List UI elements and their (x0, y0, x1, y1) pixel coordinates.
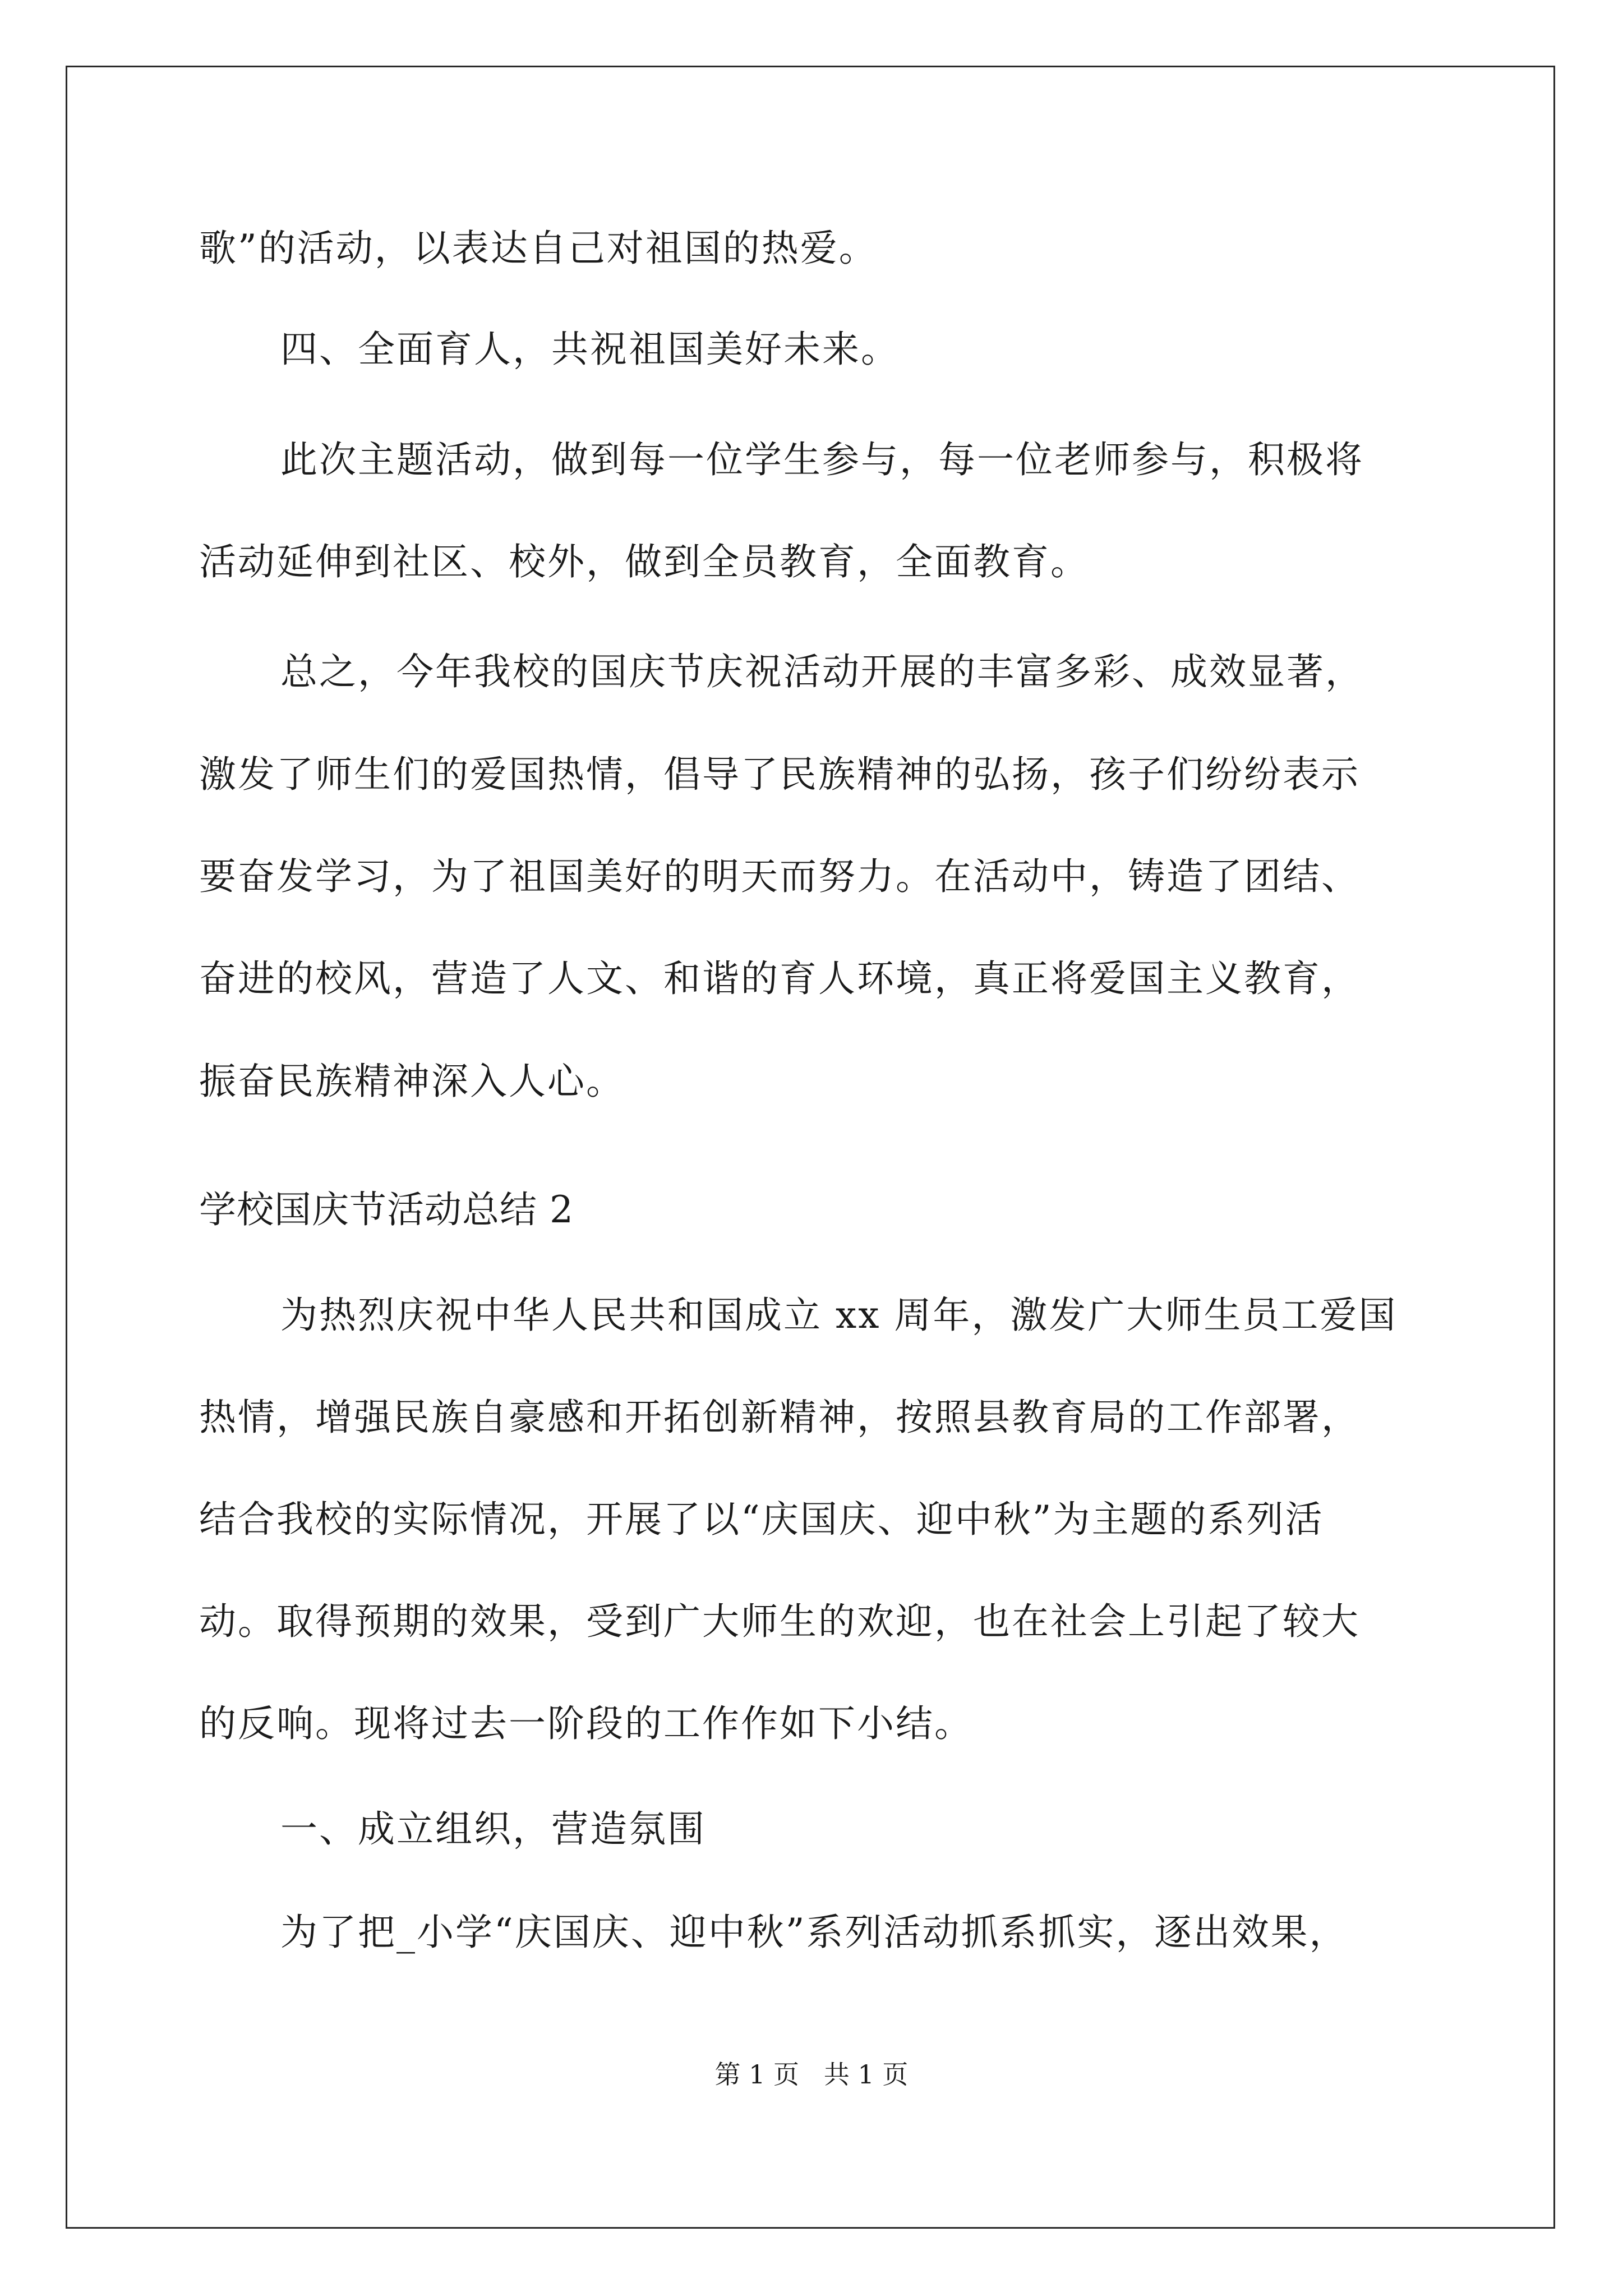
body-text-line: 动。取得预期的效果，受到广大师生的欢迎，也在社会上引起了较大 (199, 1600, 1360, 1643)
page-border (66, 66, 1555, 2229)
section-heading: 一、成立组织，营造氛围 (280, 1807, 706, 1851)
body-text-line: 为了把_小学“庆国庆、迎中秋”系列活动抓系抓实，逐出效果， (280, 1911, 1348, 1954)
body-text-line: 歌”的活动，以表达自己对祖国的热爱。 (199, 227, 878, 270)
page-footer: 第 1 页 共 1 页 (714, 2059, 909, 2090)
body-text-line: 的反响。现将过去一阶段的工作作如下小结。 (199, 1702, 973, 1745)
body-text-line: 热情，增强民族自豪感和开拓创新精神，按照县教育局的工作部署， (199, 1396, 1360, 1439)
body-text-line: 此次主题活动，做到每一位学生参与，每一位老师参与，积极将 (280, 438, 1364, 481)
section-heading: 四、全面育人，共祝祖国美好未来。 (280, 328, 900, 371)
body-text-line: 结合我校的实际情况，开展了以“庆国庆、迎中秋”为主题的系列活 (199, 1498, 1324, 1541)
body-text-line: 激发了师生们的爱国热情，倡导了民族精神的弘扬，孩子们纷纷表示 (199, 753, 1360, 796)
body-text-line: 为热烈庆祝中华人民共和国成立 xx 周年，激发广大师生员工爱国 (280, 1294, 1398, 1337)
document-section-title: 学校国庆节活动总结 2 (199, 1188, 574, 1231)
body-text-line: 要奋发学习，为了祖国美好的明天而努力。在活动中，铸造了团结、 (199, 855, 1360, 898)
body-text-line: 振奋民族精神深入人心。 (199, 1060, 625, 1103)
body-text-line: 活动延伸到社区、校外，做到全员教育，全面教育。 (199, 540, 1089, 583)
body-text-line: 总之，今年我校的国庆节庆祝活动开展的丰富多彩、成效显著， (280, 650, 1364, 693)
body-text-line: 奋进的校风，营造了人文、和谐的育人环境，真正将爱国主义教育， (199, 957, 1360, 1000)
